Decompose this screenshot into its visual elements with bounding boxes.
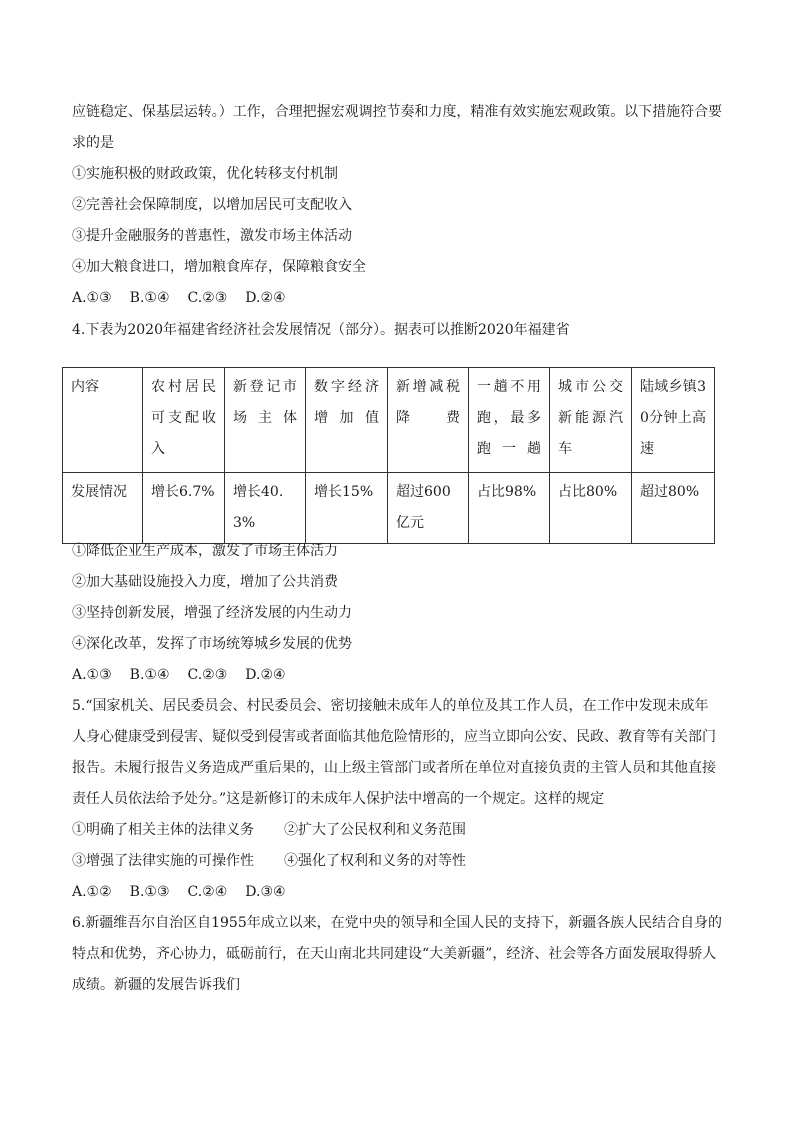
intro-line-1: 应链稳定、保基层运转。）工作，合理把握宏观调控节奏和力度，精准有效实施宏观政策。以下措施符合要 bbox=[72, 104, 723, 120]
q4-item-2: ②加大基础设施投入力度，增加了公共消费 bbox=[72, 574, 338, 590]
intro-options bbox=[72, 288, 304, 308]
table-cell: 占比80% bbox=[550, 473, 632, 544]
table-cell: 增长6.7% bbox=[143, 473, 225, 544]
intro-line-2: 求的是 bbox=[72, 135, 114, 151]
option-a: A.①③ bbox=[72, 290, 112, 306]
option-c: C.②③ bbox=[187, 290, 228, 306]
q6-line-3: 成绩。新疆的发展告诉我们 bbox=[72, 977, 240, 993]
q5-items-row-2 bbox=[72, 851, 496, 871]
option-d: D.②④ bbox=[245, 290, 286, 306]
option-d: D.③④ bbox=[245, 884, 286, 900]
q5-item-4: ④强化了权利和义务的对等性 bbox=[284, 853, 466, 869]
q5-line-1: 5.“国家机关、居民委员会、村民委员会、密切接触未成年人的单位及其工作人员，在工作中发现未成年 bbox=[72, 698, 709, 714]
q5-options bbox=[72, 882, 304, 902]
option-a: A.①② bbox=[72, 884, 112, 900]
option-a: A.①③ bbox=[72, 667, 112, 683]
option-b: B.①④ bbox=[129, 290, 170, 306]
intro-item-2: ②完善社会保障制度，以增加居民可支配收入 bbox=[72, 197, 352, 213]
intro-item-3: ③提升金融服务的普惠性，激发市场主体活动 bbox=[72, 228, 352, 244]
intro-item-4: ④加大粮食进口，增加粮食库存，保障粮食安全 bbox=[72, 259, 366, 275]
development-table bbox=[62, 367, 715, 544]
q5-line-3: 报告。未履行报告义务造成严重后果的，山上级主管部门或者所在单位对直接负责的主管人员和其他直接 bbox=[72, 760, 716, 776]
table-cell: 发展情况 bbox=[63, 473, 143, 544]
intro-item-1: ①实施积极的财政政策，优化转移支付机制 bbox=[72, 166, 338, 182]
table-cell: 超过600亿元 bbox=[388, 473, 469, 544]
q5-item-3: ③增强了法律实施的可操作性 bbox=[72, 853, 254, 869]
option-b: B.①④ bbox=[129, 667, 170, 683]
q5-items-row-1 bbox=[72, 820, 496, 840]
option-c: C.②③ bbox=[187, 667, 228, 683]
q5-line-4: 责任人员依法给予处分。”这是新修订的未成年人保护法中增高的一个规定。这样的规定 bbox=[72, 791, 605, 807]
q4-item-3: ③坚持创新发展，增强了经济发展的内生动力 bbox=[72, 605, 352, 621]
q5-line-2: 人身心健康受到侵害、疑似受到侵害或者面临其他危险情形的，应当立即向公安、民政、教育等有关部门 bbox=[72, 729, 716, 745]
table-row bbox=[63, 473, 715, 544]
option-c: C.②④ bbox=[187, 884, 228, 900]
table-header-cell: 内容 bbox=[63, 368, 143, 473]
table-cell: 增长40.3% bbox=[225, 473, 306, 544]
table-header-cell: 一趟不用跑，最多跑一趟 bbox=[469, 368, 550, 473]
table-cell: 占比98% bbox=[469, 473, 550, 544]
option-b: B.①③ bbox=[129, 884, 170, 900]
q4-options bbox=[72, 665, 304, 685]
q5-item-1: ①明确了相关主体的法律义务 bbox=[72, 822, 254, 838]
q5-item-2: ②扩大了公民权利和义务范围 bbox=[284, 822, 466, 838]
table-header-cell: 数字经济增加值 bbox=[306, 368, 388, 473]
q6-line-1: 6.新疆维吾尔自治区自1955年成立以来，在党中央的领导和全国人民的支持下，新疆各族人民结合自身的 bbox=[72, 915, 723, 931]
table-header-cell: 新登记市场主体 bbox=[225, 368, 306, 473]
table-cell: 超过80% bbox=[632, 473, 715, 544]
q4-item-1: ①降低企业生产成本，激发了市场主体活力 bbox=[72, 543, 338, 559]
table-header-cell: 城市公交新能源汽车 bbox=[550, 368, 632, 473]
table-header-cell: 新增减税降费 bbox=[388, 368, 469, 473]
question-4-stem: 4.下表为2020年福建省经济社会发展情况（部分）。据表可以推断2020年福建省 bbox=[72, 322, 570, 338]
table-cell: 增长15% bbox=[306, 473, 388, 544]
table-header-cell: 陆域乡镇30分钟上高速 bbox=[632, 368, 715, 473]
q6-line-2: 特点和优势，齐心协力，砥砺前行，在天山南北共同建设“大美新疆”，经济、社会等各方面发展取得骄人 bbox=[72, 946, 717, 962]
option-d: D.②④ bbox=[245, 667, 286, 683]
table-header-cell: 农村居民可支配收入 bbox=[143, 368, 225, 473]
q4-item-4: ④深化改革，发挥了市场统筹城乡发展的优势 bbox=[72, 636, 352, 652]
table-header-row bbox=[63, 368, 715, 473]
